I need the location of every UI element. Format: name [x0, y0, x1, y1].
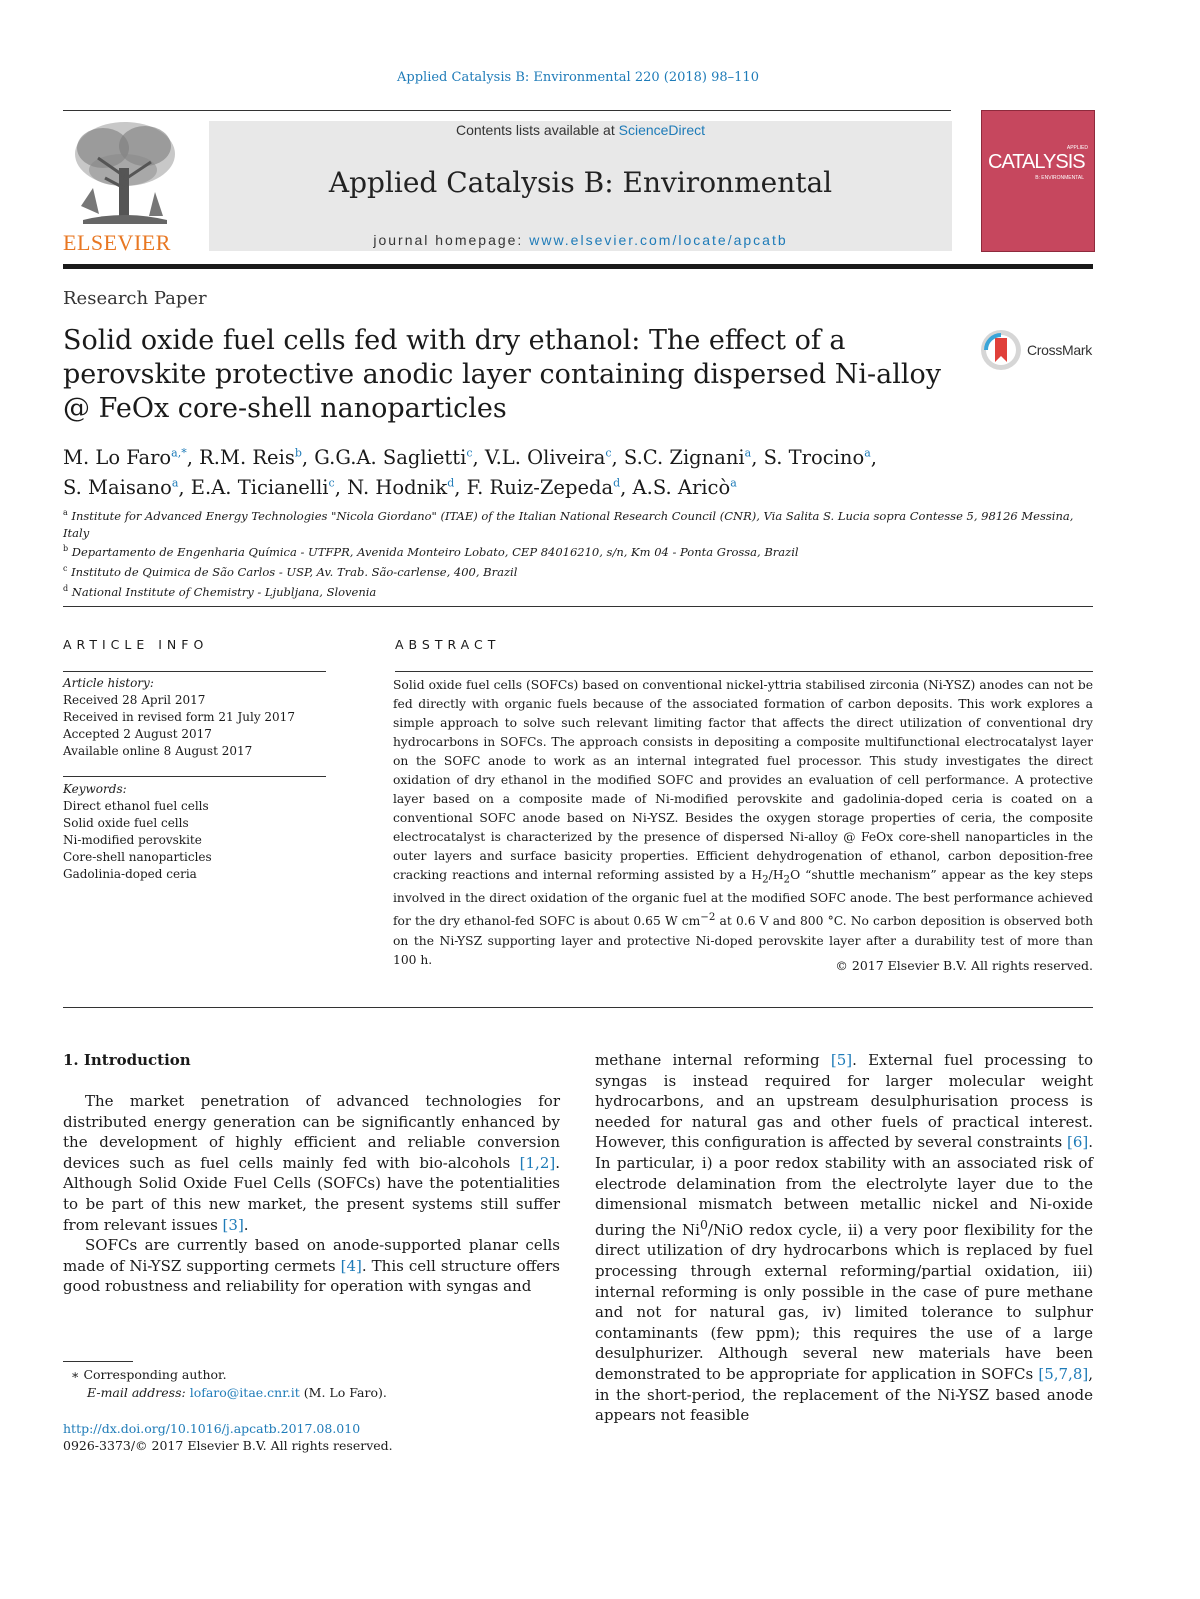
- doi-block: [63, 1420, 393, 1454]
- journal-citation[interactable]: [0, 70, 1156, 85]
- affiliation: $^b$ Departamento de Engenharia Química - UTFPR, Avenida Monteiro Lobato, CEP 84016210, s/n, Km 04 - Ponta Grossa, Brazil: [63, 544, 799, 560]
- article-info-rule: [63, 671, 326, 672]
- paragraph: The market penetration of advanced technologies for distributed energy generation can be significantly enhanced by the development of highly efficient and reliable conversion devices such as fuel cells mainly fed with bio-alcohols [1,2]. Although Solid Oxide Fuel Cells (SOFCs) have the potentialities to be part of this new market, the present systems still suffer from relevant issues [3].: [63, 1092, 560, 1234]
- keywords-label: Keywords:: [63, 782, 127, 796]
- publisher-name: ELSEVIER: [63, 230, 171, 255]
- body-column-left: [63, 1091, 560, 1297]
- author[interactable]: G.G.A. Saglietti$^c$,: [314, 445, 485, 469]
- affiliation: $^a$ Institute for Advanced Energy Technologies "Nicola Giordano" (ITAE) of the Italian National Research Council (CNR), Via Salita S. Lucia sopra Contesse 5, 98126 Messina, Italy: [63, 508, 1074, 540]
- abstract-text: Solid oxide fuel cells (SOFCs) based on conventional nickel-yttria stabilised zirconia (Ni-YSZ) anodes can not be fed directly with organic fuels because of the associated formation of carbon deposits. This work explores a simple approach to solve such relevant limiting factor that affects the direct utilization of conventional dry hydrocarbons in SOFCs. The approach consists in depositing a composite multifunctional electrocatalyst layer on the SOFC anode to work as an internal integrated fuel processor. This study investigates the direct oxidation of dry ethanol in the modified SOFC and provides an evaluation of cell performance. A protective layer based on a composite made of Ni-modified perovskite and gadolinia-doped ceria is coated on a conventional SOFC anode based on Ni-YSZ. Besides the oxygen storage properties of ceria, the composite electrocatalyst is characterized by the presence of dispersed Ni-alloy @ FeOx core-shell nanoparticles in the outer layers and surface basicity properties. Efficient dehydrogenation of ethanol, carbon deposition-free cracking reactions and internal reforming assisted by a $H_2/H_2O$ “shuttle mechanism” appear as the key steps involved in the direct oxidation of the organic fuel at the modified SOFC anode. The best performance achieved for the dry ethanol-fed SOFC is about 0.65 W $cm^{-2}$ at 0.6 V and 800 °C. No carbon deposition is observed both on the Ni-YSZ supporting layer and protective Ni-doped perovskite layer after a durability test of more than 100 h.: [393, 678, 1094, 967]
- author[interactable]: S. Trocino$^a$,: [763, 445, 877, 469]
- sciencedirect-link[interactable]: ScienceDirect: [618, 122, 705, 138]
- keyword: Solid oxide fuel cells: [63, 816, 189, 830]
- history-label: Article history:: [63, 676, 154, 690]
- author[interactable]: V.L. Oliveira$^c$,: [484, 445, 624, 469]
- author[interactable]: N. Hodnik$^d$,: [347, 476, 467, 499]
- keyword: Direct ethanol fuel cells: [63, 799, 209, 813]
- journal-cover-thumbnail[interactable]: [981, 110, 1095, 252]
- affiliation: $^d$ National Institute of Chemistry - Ljubljana, Slovenia: [63, 583, 377, 599]
- section-rule: [63, 606, 1093, 607]
- author[interactable]: R.M. Reis$^b$,: [199, 445, 315, 469]
- paragraph: methane internal reforming [5]. External fuel processing to syngas is instead required for larger molecular weight hydrocarbons, and an upstream desulphurisation process is needed for natural gas and other fuels of practical interest. However, this configuration is affected by several constraints [6]. In particular, i) a poor redox stability with an associated risk of electrode delamination from the electrolyte layer due to the dimensional mismatch between metallic nickel and Ni-oxide during the Ni$^0$/NiO redox cycle, ii) a very poor flexibility for the direct utilization of dry hydrocarbons which is replaced by fuel processing through external reforming/partial oxidation, iii) internal reforming is only possible in the case of pure methane and not for natural gas, iv) limited tolerance to sulphur contaminants (few ppm); this requires the use of a large desulphurizer. Although several new materials have been demonstrated to be appropriate for application in SOFCs [5,7,8], in the short-period, the replacement of the Ni-YSZ based anode appears not feasible: [595, 1051, 1093, 1425]
- corresponding-label: ∗ Corresponding author.: [71, 1367, 227, 1382]
- corresponding-author-footnote: [63, 1366, 387, 1402]
- history-item: Received 28 April 2017: [63, 693, 206, 707]
- email-link[interactable]: lofaro@itae.cnr.it: [189, 1385, 300, 1400]
- homepage-prefix: journal homepage:: [373, 232, 530, 248]
- reference-link[interactable]: [1,2]: [519, 1153, 556, 1172]
- affiliation: $^c$ Instituto de Quimica de São Carlos - USP, Av. Trab. São-carlense, 400, Brazil: [63, 564, 518, 579]
- article-history: [63, 675, 326, 760]
- author[interactable]: M. Lo Faro$^{a,*}$,: [63, 445, 200, 469]
- abstract-heading: ABSTRACT: [395, 637, 501, 652]
- author[interactable]: A.S. Aricò$^a$: [632, 476, 737, 499]
- paragraph: SOFCs are currently based on anode-supported planar cells made of Ni-YSZ supporting cermets [4]. This cell structure offers good robustness and reliability for operation with syngas and: [63, 1236, 561, 1296]
- citation-link[interactable]: Applied Catalysis B: Environmental 220 (2018) 98–110: [397, 70, 759, 85]
- reference-link[interactable]: [4]: [340, 1256, 362, 1275]
- header-thick-rule: [63, 264, 1093, 269]
- crossmark-label: CrossMark: [1027, 342, 1092, 358]
- reference-link[interactable]: [5]: [830, 1051, 853, 1069]
- history-item: Available online 8 August 2017: [63, 744, 253, 758]
- contents-prefix: Contents lists available at: [455, 122, 619, 138]
- author[interactable]: S. Maisano$^a$,: [63, 476, 191, 499]
- reference-link[interactable]: [6]: [1066, 1133, 1089, 1152]
- reference-link[interactable]: [5,7,8]: [1038, 1364, 1089, 1383]
- cover-small-bottom: B: ENVIRONMENTAL: [1035, 175, 1084, 181]
- crossmark-icon: [979, 328, 1023, 372]
- header-top-rule: [63, 110, 951, 111]
- abstract-rule: [395, 671, 1093, 672]
- keywords-rule: [63, 776, 326, 777]
- cover-title: CATALYSIS: [988, 151, 1085, 173]
- contents-line: [209, 122, 952, 138]
- keyword: Ni-modified perovskite: [63, 833, 202, 847]
- body-column-right: [595, 1050, 1093, 1426]
- abstract-bottom-rule: [63, 1007, 1093, 1008]
- email-line: E-mail address: lofaro@itae.cnr.it (M. Lo Faro).: [87, 1385, 387, 1400]
- doi-link[interactable]: http://dx.doi.org/10.1016/j.apcatb.2017.08.010: [63, 1421, 361, 1436]
- article-title: Solid oxide fuel cells fed with dry ethanol: The effect of a perovskite protective anodic layer containing dispersed Ni-alloy @ FeOx core-shell nanoparticles: [63, 325, 941, 424]
- keywords-block: [63, 781, 326, 883]
- author[interactable]: S.C. Zignani$^a$,: [623, 445, 764, 469]
- homepage-link[interactable]: www.elsevier.com/locate/apcatb: [529, 232, 788, 248]
- footnote-rule: [63, 1361, 133, 1362]
- journal-name: Applied Catalysis B: Environmental: [328, 166, 833, 199]
- keyword: Gadolinia-doped ceria: [63, 867, 197, 881]
- keyword: Core-shell nanoparticles: [63, 850, 212, 864]
- affiliation-list: [63, 505, 1093, 600]
- article-info-heading: ARTICLE INFO: [63, 637, 209, 652]
- author[interactable]: F. Ruiz-Zepeda$^d$,: [466, 476, 633, 499]
- article-type: Research Paper: [63, 288, 207, 309]
- homepage-line: [209, 232, 952, 248]
- introduction-heading: 1. Introduction: [63, 1051, 191, 1069]
- author[interactable]: E.A. Ticianelli$^c$,: [190, 476, 348, 499]
- abstract-copyright: © 2017 Elsevier B.V. All rights reserved.: [835, 958, 1093, 973]
- cover-small-top: APPLIED: [1066, 145, 1088, 151]
- issn-line: 0926-3373/© 2017 Elsevier B.V. All rights reserved.: [63, 1438, 393, 1453]
- author-list: [63, 440, 1093, 501]
- history-item: Received in revised form 21 July 2017: [63, 710, 295, 724]
- crossmark-badge[interactable]: [979, 328, 1099, 374]
- reference-link[interactable]: [3]: [222, 1215, 244, 1234]
- history-item: Accepted 2 August 2017: [63, 727, 212, 741]
